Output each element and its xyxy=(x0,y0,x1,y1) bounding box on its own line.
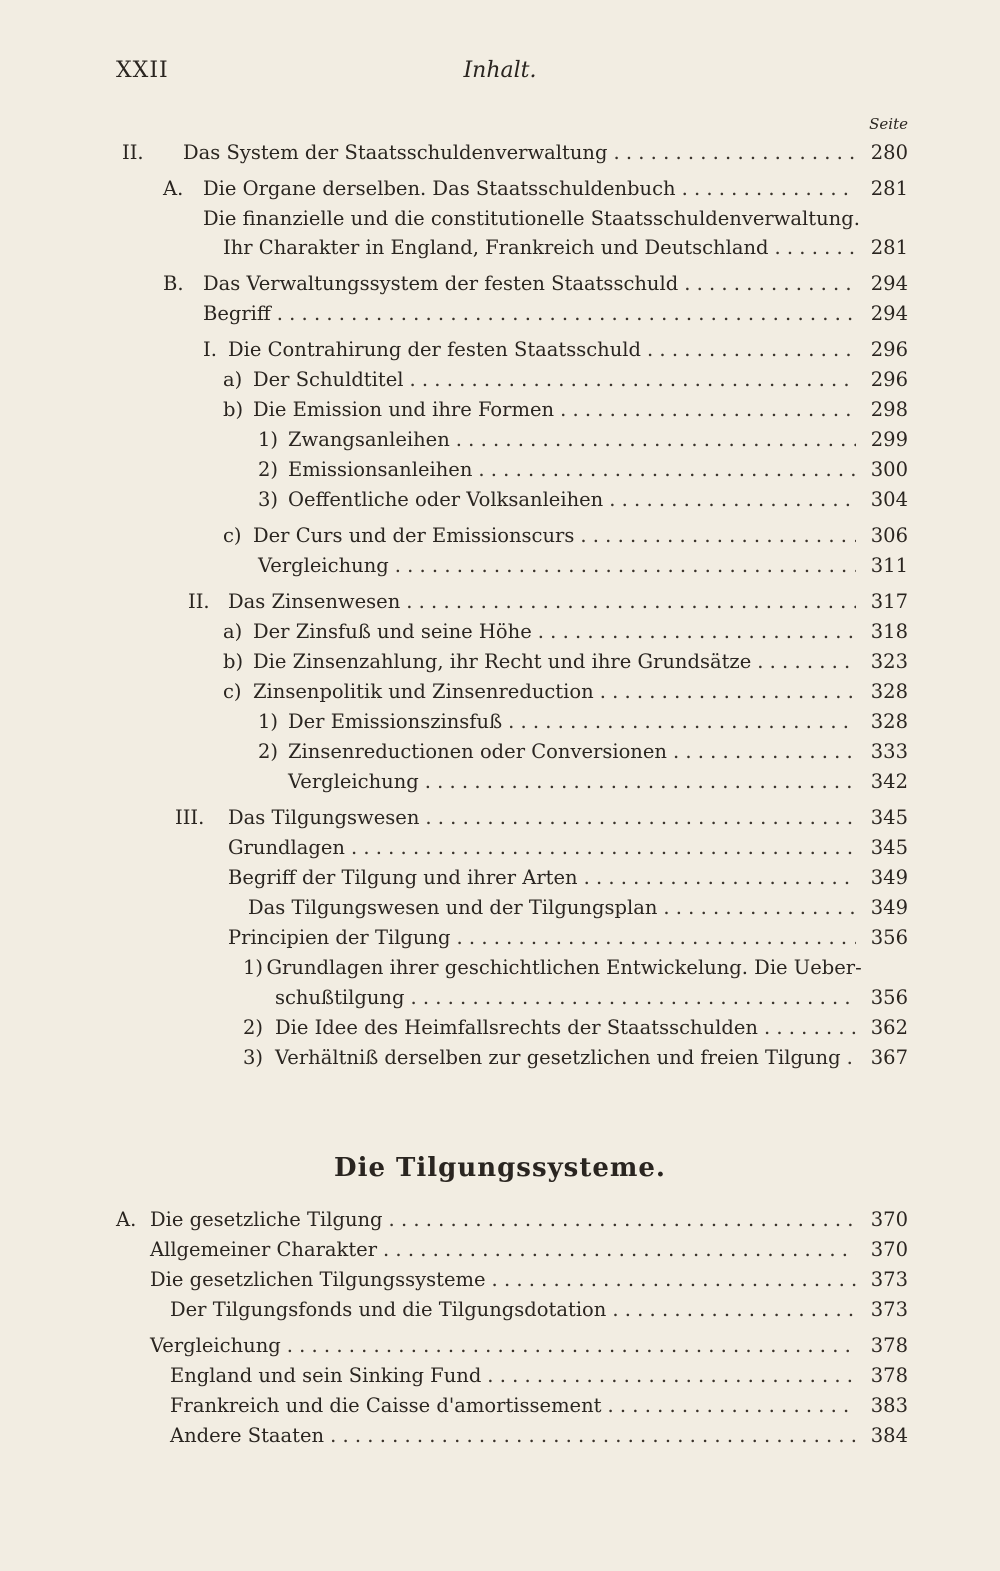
leader-dots xyxy=(277,302,856,325)
toc-entry-page: 294 xyxy=(870,272,908,295)
leader-dots xyxy=(492,1268,856,1291)
toc-entry-number: A. xyxy=(163,177,184,200)
toc-entry xyxy=(258,554,908,584)
toc-entry xyxy=(150,1238,908,1268)
toc-entry-number: 1) xyxy=(258,710,279,733)
toc-entry-page: 296 xyxy=(870,368,908,391)
toc-entry-title: Zinsenpolitik und Zinsenreduction xyxy=(253,680,594,703)
toc-entry-page: 362 xyxy=(870,1016,908,1039)
toc-entry-number: A. xyxy=(116,1208,137,1231)
leader-dots xyxy=(612,1298,856,1321)
toc-entry-title: schußtilgung xyxy=(275,986,405,1009)
toc-entry-number: 1) xyxy=(243,956,264,979)
running-title: Inhalt. xyxy=(463,58,537,83)
toc-entry-title: Verhältniß derselben zur gesetzlichen und freien Tilgung xyxy=(275,1046,841,1069)
toc-entry-page: 300 xyxy=(870,458,908,481)
leader-dots xyxy=(764,1016,856,1039)
toc-entry-page: 280 xyxy=(870,141,908,164)
toc-entry-title: England und sein Sinking Fund xyxy=(170,1364,482,1387)
toc-entry-title: Grundlagen xyxy=(228,836,345,859)
toc-entry-number: II. xyxy=(122,141,144,164)
leader-dots xyxy=(757,650,856,673)
leader-dots xyxy=(663,896,856,919)
toc-entry-page: 370 xyxy=(870,1208,908,1231)
toc-entry-page: 304 xyxy=(870,488,908,511)
toc-entry-title: Das Tilgungswesen xyxy=(228,806,420,829)
toc-entry-title: Zwangsanleihen xyxy=(288,428,450,451)
leader-dots xyxy=(538,620,856,643)
toc-entry-number: 2) xyxy=(258,740,279,763)
toc-entry-title: Principien der Tilgung xyxy=(228,926,451,949)
toc-entry-title: Frankreich und die Caisse d'amortissement xyxy=(170,1394,602,1417)
leader-dots xyxy=(389,1208,856,1231)
toc-entry xyxy=(258,428,908,458)
leader-dots xyxy=(647,338,856,361)
toc-entry-title: Die gesetzliche Tilgung xyxy=(150,1208,383,1231)
leader-dots xyxy=(487,1364,856,1387)
toc-entry xyxy=(223,620,908,650)
toc-entry-page: 349 xyxy=(870,866,908,889)
toc-entry-number: a) xyxy=(223,368,243,391)
toc-entry-number: 2) xyxy=(243,1016,264,1039)
leader-dots xyxy=(456,428,856,451)
toc-entry-page: 345 xyxy=(870,836,908,859)
leader-dots xyxy=(287,1334,856,1357)
toc-entry-number: b) xyxy=(223,398,244,421)
toc-entry xyxy=(228,866,908,896)
seite-label: Seite xyxy=(869,115,908,133)
toc-entry-number: 1) xyxy=(258,428,279,451)
toc-entry-page: 323 xyxy=(870,650,908,673)
toc-entry-number: b) xyxy=(223,650,244,673)
toc-entry-page: 317 xyxy=(870,590,908,613)
leader-dots xyxy=(478,458,856,481)
toc-entry-page: 318 xyxy=(870,620,908,643)
toc-entry-page: 373 xyxy=(870,1298,908,1321)
toc-entry-page: 311 xyxy=(870,554,908,577)
toc-entry-page: 306 xyxy=(870,524,908,547)
toc-entry xyxy=(288,770,908,800)
toc-entry xyxy=(223,524,908,554)
leader-dots xyxy=(410,368,857,391)
toc-entry-page: 333 xyxy=(870,740,908,763)
toc-entry-page: 328 xyxy=(870,710,908,733)
toc-entry-page: 383 xyxy=(870,1394,908,1417)
toc-entry-title: Vergleichung xyxy=(150,1334,281,1357)
toc-entry-title: Oeffentliche oder Volksanleihen xyxy=(288,488,604,511)
toc-entry-title: Der Curs und der Emissionscurs xyxy=(253,524,575,547)
toc-entry-page: 296 xyxy=(870,338,908,361)
toc-entry xyxy=(223,236,908,266)
toc-entry-title: Die gesetzlichen Tilgungssysteme xyxy=(150,1268,486,1291)
toc-entry-title: Die Idee des Heimfallsrechts der Staatsschulden xyxy=(275,1016,758,1039)
leader-dots xyxy=(560,398,856,421)
leader-dots xyxy=(847,1046,856,1069)
leader-dots xyxy=(682,177,856,200)
leader-dots xyxy=(775,236,856,259)
leader-dots xyxy=(351,836,856,859)
toc-entry-page: 373 xyxy=(870,1268,908,1291)
toc-entry-page: 281 xyxy=(870,177,908,200)
toc-entry xyxy=(116,1208,908,1238)
toc-entry xyxy=(163,272,908,302)
toc-entry-page: 356 xyxy=(870,926,908,949)
leader-dots xyxy=(425,806,856,829)
toc-entry-number: c) xyxy=(223,680,242,703)
toc-entry xyxy=(248,896,908,926)
toc-entry-page: 384 xyxy=(870,1424,908,1447)
toc-entry-number: a) xyxy=(223,620,243,643)
toc-entry xyxy=(228,926,908,956)
toc-entry-title: Andere Staaten xyxy=(170,1424,325,1447)
toc-entry-number: II. xyxy=(188,590,210,613)
toc-entry-page: 378 xyxy=(870,1334,908,1357)
toc-entry-page: 328 xyxy=(870,680,908,703)
toc-entry xyxy=(163,177,908,207)
toc-entry-page: 367 xyxy=(870,1046,908,1069)
toc-entry xyxy=(258,458,908,488)
toc-entry xyxy=(150,1334,908,1364)
leader-dots xyxy=(584,866,856,889)
toc-entry xyxy=(170,1364,908,1394)
toc-entry xyxy=(188,590,908,620)
toc-entry-page: 370 xyxy=(870,1238,908,1261)
toc-entry-title: Das Zinsenwesen xyxy=(228,590,401,613)
toc-entry-title: Ihr Charakter in England, Frankreich und Deutschland xyxy=(223,236,769,259)
leader-dots xyxy=(383,1238,856,1261)
toc-entry xyxy=(150,1268,908,1298)
toc-entry xyxy=(175,806,908,836)
toc-entry-title: Emissionsanleihen xyxy=(288,458,473,481)
toc-entry xyxy=(203,302,908,332)
toc-entry-title: Die Organe derselben. Das Staatsschuldenbuch xyxy=(203,177,676,200)
leader-dots xyxy=(410,986,856,1009)
leader-dots xyxy=(673,740,856,763)
toc-entry xyxy=(258,488,908,518)
toc-entry xyxy=(223,650,908,680)
toc-entry-title: Der Emissionszinsfuß xyxy=(288,710,503,733)
toc-entry-page: 298 xyxy=(870,398,908,421)
toc-entry xyxy=(170,1424,908,1454)
toc-entry xyxy=(275,986,908,1016)
toc-entry-number: c) xyxy=(223,524,242,547)
toc-entry xyxy=(258,710,908,740)
toc-entry-title: Allgemeiner Charakter xyxy=(150,1238,378,1261)
toc-entry-title: Das Tilgungswesen und der Tilgungsplan xyxy=(248,896,658,919)
toc-entry xyxy=(122,141,908,171)
toc-entry-number: 3) xyxy=(243,1046,264,1069)
section-title: Die Tilgungssysteme. xyxy=(334,1153,666,1183)
toc-entry-page: 299 xyxy=(870,428,908,451)
toc-entry xyxy=(223,368,908,398)
leader-dots xyxy=(613,141,856,164)
leader-dots xyxy=(425,770,856,793)
toc-entry-title: Die Emission und ihre Formen xyxy=(253,398,555,421)
page-number-roman: XXII xyxy=(116,58,169,83)
toc-entry-title: Der Tilgungsfonds und die Tilgungsdotation xyxy=(170,1298,607,1321)
toc-entry xyxy=(223,680,908,710)
toc-entry xyxy=(243,956,908,986)
toc-entry-number: III. xyxy=(175,806,205,829)
toc-entry xyxy=(243,1016,908,1046)
toc-entry xyxy=(243,1046,908,1076)
toc-entry-page: 294 xyxy=(870,302,908,325)
leader-dots xyxy=(608,1394,857,1417)
toc-entry-title: Vergleichung xyxy=(258,554,389,577)
toc-entry xyxy=(170,1298,908,1328)
leader-dots xyxy=(395,554,856,577)
toc-entry xyxy=(223,398,908,428)
toc-entry-title: Begriff der Tilgung und ihrer Arten xyxy=(228,866,578,889)
leader-dots xyxy=(457,926,856,949)
toc-entry-number: 3) xyxy=(258,488,279,511)
leader-dots xyxy=(600,680,856,703)
leader-dots xyxy=(406,590,856,613)
toc-entry xyxy=(258,740,908,770)
toc-entry-title: Begriff xyxy=(203,302,271,325)
toc-entry-title: Der Zinsfuß und seine Höhe xyxy=(253,620,532,643)
toc-entry-title: Das Verwaltungssystem der festen Staatsschuld xyxy=(203,272,679,295)
toc-entry-page: 345 xyxy=(870,806,908,829)
toc-entry-page: 342 xyxy=(870,770,908,793)
leader-dots xyxy=(684,272,856,295)
toc-entry xyxy=(203,338,908,368)
toc-entry-title: Grundlagen ihrer geschichtlichen Entwickelung. Die Ueber- xyxy=(266,956,862,979)
toc-entry-title: Vergleichung xyxy=(288,770,419,793)
toc-entry-page: 349 xyxy=(870,896,908,919)
toc-entry xyxy=(170,1394,908,1424)
toc-entry-number: 2) xyxy=(258,458,279,481)
toc-entry-title: Das System der Staatsschuldenverwaltung xyxy=(183,141,608,164)
toc-entry-title: Der Schuldtitel xyxy=(253,368,404,391)
leader-dots xyxy=(609,488,856,511)
toc-entry xyxy=(228,836,908,866)
leader-dots xyxy=(330,1424,856,1447)
toc-entry xyxy=(203,207,908,237)
leader-dots xyxy=(580,524,856,547)
leader-dots xyxy=(508,710,856,733)
toc-entry-title: Die finanzielle und die constitutionelle Staatsschuldenverwaltung. xyxy=(203,207,860,230)
toc-entry-title: Die Zinsenzahlung, ihr Recht und ihre Grundsätze xyxy=(253,650,752,673)
toc-entry-page: 378 xyxy=(870,1364,908,1387)
toc-entry-number: I. xyxy=(203,338,217,361)
toc-entry-page: 356 xyxy=(870,986,908,1009)
toc-entry-title: Die Contrahirung der festen Staatsschuld xyxy=(228,338,642,361)
toc-entry-page: 281 xyxy=(870,236,908,259)
toc-entry-number: B. xyxy=(163,272,184,295)
toc-entry-title: Zinsenreductionen oder Conversionen xyxy=(288,740,667,763)
